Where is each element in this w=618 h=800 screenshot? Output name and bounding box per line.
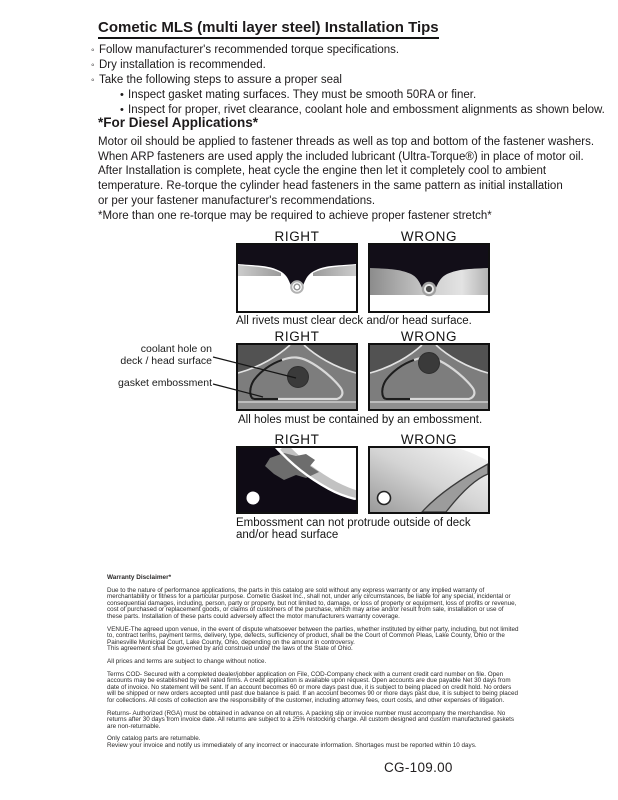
bolt-hole [378,492,391,505]
diagram-protrusion-wrong [368,446,490,514]
rivet-icon [290,280,304,294]
list-item [91,73,605,88]
open-bullet-icon: ◦ [91,60,95,71]
warranty-disclaimer-section [107,575,520,755]
filled-bullet-icon: • [120,104,124,116]
row1-caption: All rivets must clear deck and/or head surface. [236,315,472,327]
legal-paragraph: Due to the nature of performance applications, the parts in this catalog are sold without any express warranty or any implied warranty of merchantability or fitness for a particular purpose. Cometic Gasket Inc., shall not, under any circumstances, be liable for any special, incidental or consequential damages, including, person, party or property, but not limited to, damage, or loss of property or equipment, loss of profits or revenue, cost of purchased or replacement goods, or claims of customers of the purchase, which may arise and/or result from sale, installation or use of these parts. Installation of these parts could adversely affect the motor manufacturers warranty coverage. [107,586,517,620]
text-line: Embossment can not protrude outside of deck [236,517,471,529]
wrong-label-row2: WRONG [400,329,458,344]
protrusion-wrong-illustration [368,446,490,514]
right-label-row1: RIGHT [274,229,320,244]
open-bullet-icon: ◦ [91,75,95,86]
legal-paragraph: Returns- Authorized (RGA) must be obtained in advance on all returns. A packing slip or invoice number must accompany the merchandise. No returns after 30 days from invoice date. All returns are subject to a 25% restocking charge. All custom designed and custom manufactured gaskets are non-returnable. [107,709,515,730]
text-line: After Installation is complete, heat cycle the engine then let it completely cool to ambient [98,165,547,177]
legal-paragraph: Terms COD- Secured with a completed dealer/jobber application on File, COD-Company check with a current credit card number on file. Open accounts may be established by well rated firms. A credit application is available upon request. Open accounts are due payable Net 30 days from date of invoice. No statement will be sent. If an account becomes 60 or more days past due, it is subject to being placed on credit hold. No orders will be shipped or new orders accepted until past due balance is paid. If an account becomes 90 or more days past due, it is subject to being placed for collections. All costs of collection are the responsibility of the customer, including attorney fees, court costs, and other expenses of litigation. [107,670,518,704]
page-title-text: Cometic MLS (multi layer steel) Installation Tips [98,19,439,39]
text-line: temperature. Re-torque the cylinder head fasteners in the same pattern as initial installation [98,180,563,192]
diagram-rivet-right [236,243,358,313]
bolt-hole [247,492,260,505]
right-label-row2: RIGHT [274,329,320,344]
leader-line-coolant [213,357,296,378]
warranty-disclaimer-heading: Warranty Disclaimer* [107,574,172,581]
text-line: Motor oil should be applied to fastener threads as well as top and bottom of the fastener washers. [98,136,595,148]
wrong-label-row3: WRONG [400,432,458,447]
text-line: When ARP fasteners are used apply the included lubricant (Ultra-Torque®) in place of motor oil. [98,151,584,163]
diesel-heading: *For Diesel Applications* [98,115,259,130]
diesel-paragraph-1 [98,135,594,165]
protrusion-right-illustration [236,446,358,514]
list-item-text: Dry installation is recommended. [99,59,266,71]
diagram-protrusion-right [236,446,358,514]
coolant-hole-misaligned [419,353,440,374]
text-line: coolant hole on [140,343,212,355]
row2-caption: All holes must be contained by an embossment. [238,414,483,426]
catalog-number: CG-109.00 [384,760,453,775]
legal-paragraph: Only catalog parts are returnable. [107,735,201,743]
installation-tips-list [91,43,605,118]
text-line: and/or head surface [236,529,339,541]
list-item [91,43,605,58]
open-bullet-icon: ◦ [91,45,95,56]
list-item-text: Inspect for proper, rivet clearance, coolant hole and embossment alignments as shown below. [128,104,605,116]
list-item-text: Follow manufacturer's recommended torque specifications. [99,44,400,56]
coolant-hole-annotation [100,344,212,367]
page-title [98,19,439,36]
diagram-embossment-wrong [368,343,490,411]
rivet-right-illustration [236,243,358,313]
list-item-text: Inspect gasket mating surfaces. They must be smooth 50RA or finer. [128,89,477,101]
text-line: deck / head surface [120,354,212,367]
list-item [120,88,605,103]
retorque-note: *More than one re-torque may be required to achieve proper fastener stretch* [98,210,492,222]
embossment-wrong-illustration [368,343,490,411]
legal-paragraph: All prices and terms are subject to change without notice. [107,657,267,665]
gasket-embossment-annotation: gasket embossment [118,377,212,389]
legal-paragraph: This agreement shall be governed by and construed under the laws of the State of Ohio. [107,645,353,653]
diagram-rivet-wrong [368,243,490,313]
legal-paragraph: Review your invoice and notify us immediately of any incorrect or inaccurate information. Shortages must be reported within 10 days. [107,741,477,749]
text-line: or per your fastener manufacturer's recommendations. [98,195,376,207]
diesel-paragraph-2 [98,164,563,209]
right-label-row3: RIGHT [274,432,320,447]
legal-paragraph: VENUE-The agreed upon venue, in the event of dispute whatsoever between the parties, whether instituted by either party, including, but not limited to, contract terms, payment terms, delivery, type, defects, sufficiency of product, shall be the Court of Common Pleas, Lake County, Ohio or the Painesville Municipal Court, Lake County, Ohio, depending on the amount in controversy. [107,625,519,646]
rivet-icon [422,282,436,296]
list-item [91,58,605,73]
list-item-text: Take the following steps to assure a proper seal [99,74,342,86]
leader-line-embossment [213,384,263,397]
wrong-label-row1: WRONG [400,229,458,244]
filled-bullet-icon: • [120,89,124,101]
row3-caption [236,517,471,541]
rivet-wrong-illustration [368,243,490,313]
annotation-leader-lines [210,350,305,405]
